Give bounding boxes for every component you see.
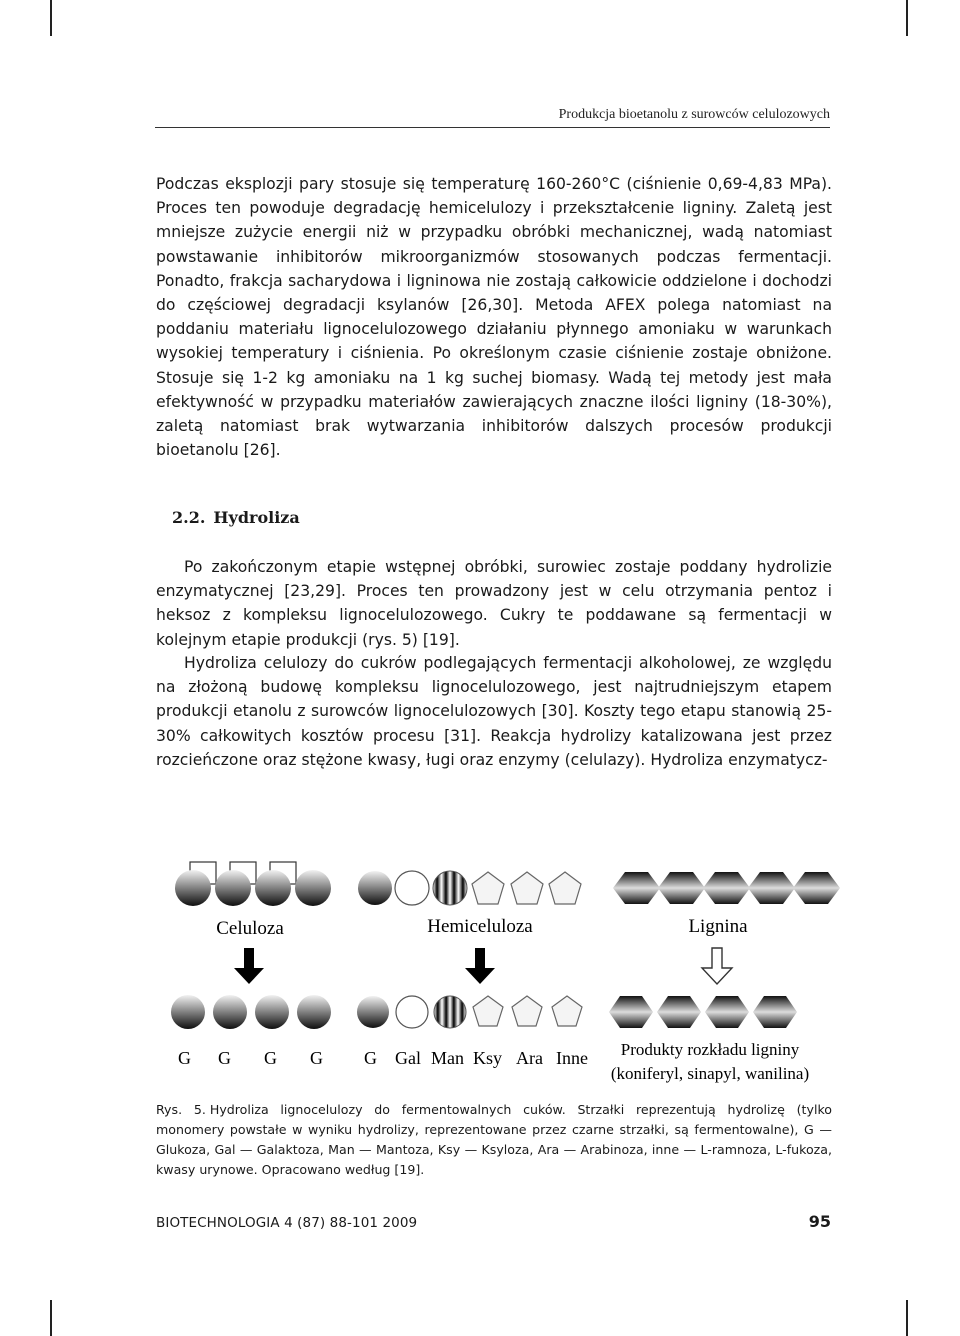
arabinose-unit (511, 872, 543, 904)
product-label: Inne (556, 1048, 588, 1068)
glucose-monomer (297, 995, 331, 1029)
glucose-unit (175, 870, 211, 906)
lignin-unit (658, 872, 705, 904)
product-label: Gal (395, 1048, 421, 1068)
xylose-unit (472, 872, 504, 904)
other-monomer (552, 996, 582, 1026)
hydrolysis-diagram (150, 850, 840, 1090)
label-lignin: Lignina (688, 916, 748, 937)
label-hemicellulose: Hemiceluloza (427, 916, 533, 937)
body-paragraph: Po zakończonym etapie wstępnej obróbki, surowiec zostaje poddany hydrolizie enzymatycznej [23,29]. Proces ten prowadzony jest w celu otrzymania pentoz i heksoz z kompleksu lignocelulozowego. Cukry te poddawane są fermentacji w kolejnym etapie produkcji (rys. 5) [19]. (156, 558, 832, 649)
galactose-monomer (396, 996, 428, 1028)
journal-footer: BIOTECHNOLOGIA 4 (87) 88-101 2009 (156, 1215, 418, 1231)
galactose-unit (395, 871, 429, 905)
section-title: Hydroliza (213, 508, 300, 527)
product-label: Ksy (473, 1048, 503, 1068)
section-heading (172, 508, 308, 527)
xylose-monomer (473, 996, 503, 1026)
product-label: G (364, 1048, 377, 1068)
glucose-monomer (213, 995, 247, 1029)
body-paragraph: Podczas eksplozji pary stosuje się temperaturę 160-260°C (ciśnienie 0,69-4,83 MPa). Proces ten powoduje degradację hemicelulozy i przekształcenie ligniny. Zaletą jest mniejsze zużycie energii niż w przypadku obróbki mechanicznej, wadą natomiast powstawanie inhibitorów mikroorganizmów stosowanych podczas fermentacji. Ponadto, frakcja sacharydowa i ligninowa nie zostają całkowicie oddzielone i dochodzi do częściowej degradacji ksylanów [26,30]. Metoda AFEX polega natomiast na poddaniu materiału lignocelulozowego działaniu płynnego amoniaku w warunkach wysokiej temperatury i ciśnienia. Po określonym czasie ciśnienie zostaje obniżone. Stosuje się 1-2 kg amoniaku na 1 kg suchej biomasy. Wadą tej metody jest mała efektywność w przypadku materiałów zawierających znaczne ilości ligniny (18-30%), zaletą natomiast brak wytwarzania inhibitorów dalszych procesów produkcji bioetanolu [26]. (156, 175, 832, 460)
figure-caption (156, 1100, 832, 1180)
label-cellulose: Celuloza (216, 918, 284, 939)
lignin-products-examples: (koniferyl, sinapyl, wanilina) (610, 1064, 810, 1083)
hemicellulose-chain (358, 871, 581, 905)
crop-mark (906, 1300, 908, 1336)
lignin-fragment (753, 996, 797, 1028)
lignin-chain (613, 872, 840, 904)
glucose-monomer (255, 995, 289, 1029)
header-rule (155, 127, 830, 128)
glucose-monomer (357, 996, 389, 1028)
lignin-unit (613, 872, 660, 904)
mannose-monomer (434, 996, 466, 1028)
lignin-unit (703, 872, 750, 904)
product-label: G (264, 1048, 277, 1068)
glucose-unit (215, 870, 251, 906)
product-label: G (310, 1048, 323, 1068)
hydrolysis-arrow-non-fermentable (702, 948, 732, 984)
lignin-fragment (657, 996, 701, 1028)
hydrolysis-arrow-fermentable (465, 948, 495, 984)
arabinose-monomer (512, 996, 542, 1026)
mannose-unit (433, 871, 467, 905)
glucose-unit (358, 871, 392, 905)
page-number: 95 (808, 1212, 831, 1231)
figure-label: Rys. 5. (156, 1102, 206, 1117)
other-sugar-unit (549, 872, 581, 904)
lignin-fragment (609, 996, 653, 1028)
product-label: Man (431, 1048, 464, 1068)
cellulose-chain (175, 862, 331, 906)
crop-mark (50, 1300, 52, 1336)
section-number: 2.2. (172, 508, 206, 527)
hydrolysis-figure (150, 850, 840, 1090)
body-paragraph: Hydroliza celulozy do cukrów podlegających fermentacji alkoholowej, ze względu na złożoną budowę kompleksu lignocelulozowego, jest najtrudniejszym etapem produkcji etanolu z surowców lignocelulozowych [30]. Koszty tego etapu stanowią 25-30% całkowitych kosztów procesu [31]. Reakcja hydrolizy katalizowana jest przez rozcieńczone oraz stężone kwasy, ługi oraz enzymy (celulazy). Hydroliza enzymatycz- (156, 654, 832, 769)
glucose-unit (255, 870, 291, 906)
glucose-monomer (171, 995, 205, 1029)
lignin-fragment (705, 996, 749, 1028)
running-title: Produkcja bioetanolu z surowców celulozowych (558, 107, 830, 122)
lignin-unit (748, 872, 795, 904)
caption-text: Hydroliza lignocelulozy do fermentowalnych cuków. Strzałki reprezentują hydrolizę (tylko monomery powstałe w wyniku hydrolizy, reprezentowane przez czarne strzałki, są fermentowalne), G — Glukoza, Gal — Galaktoza, Man — Mantoza, Ksy — Ksyloza, Ara — Arabinoza, inne — L-ramnoza, L-fukoza, kwasy urynowe. Opracowano według [19]. (156, 1102, 832, 1177)
lignin-products-label: Produkty rozkładu ligniny (620, 1040, 800, 1059)
glucose-unit (295, 870, 331, 906)
hydrolysis-arrow-fermentable (234, 948, 264, 984)
lignin-unit (793, 872, 840, 904)
product-label: G (178, 1048, 191, 1068)
product-label: G (218, 1048, 231, 1068)
crop-mark (50, 0, 52, 36)
product-label: Ara (516, 1048, 543, 1068)
crop-mark (906, 0, 908, 36)
